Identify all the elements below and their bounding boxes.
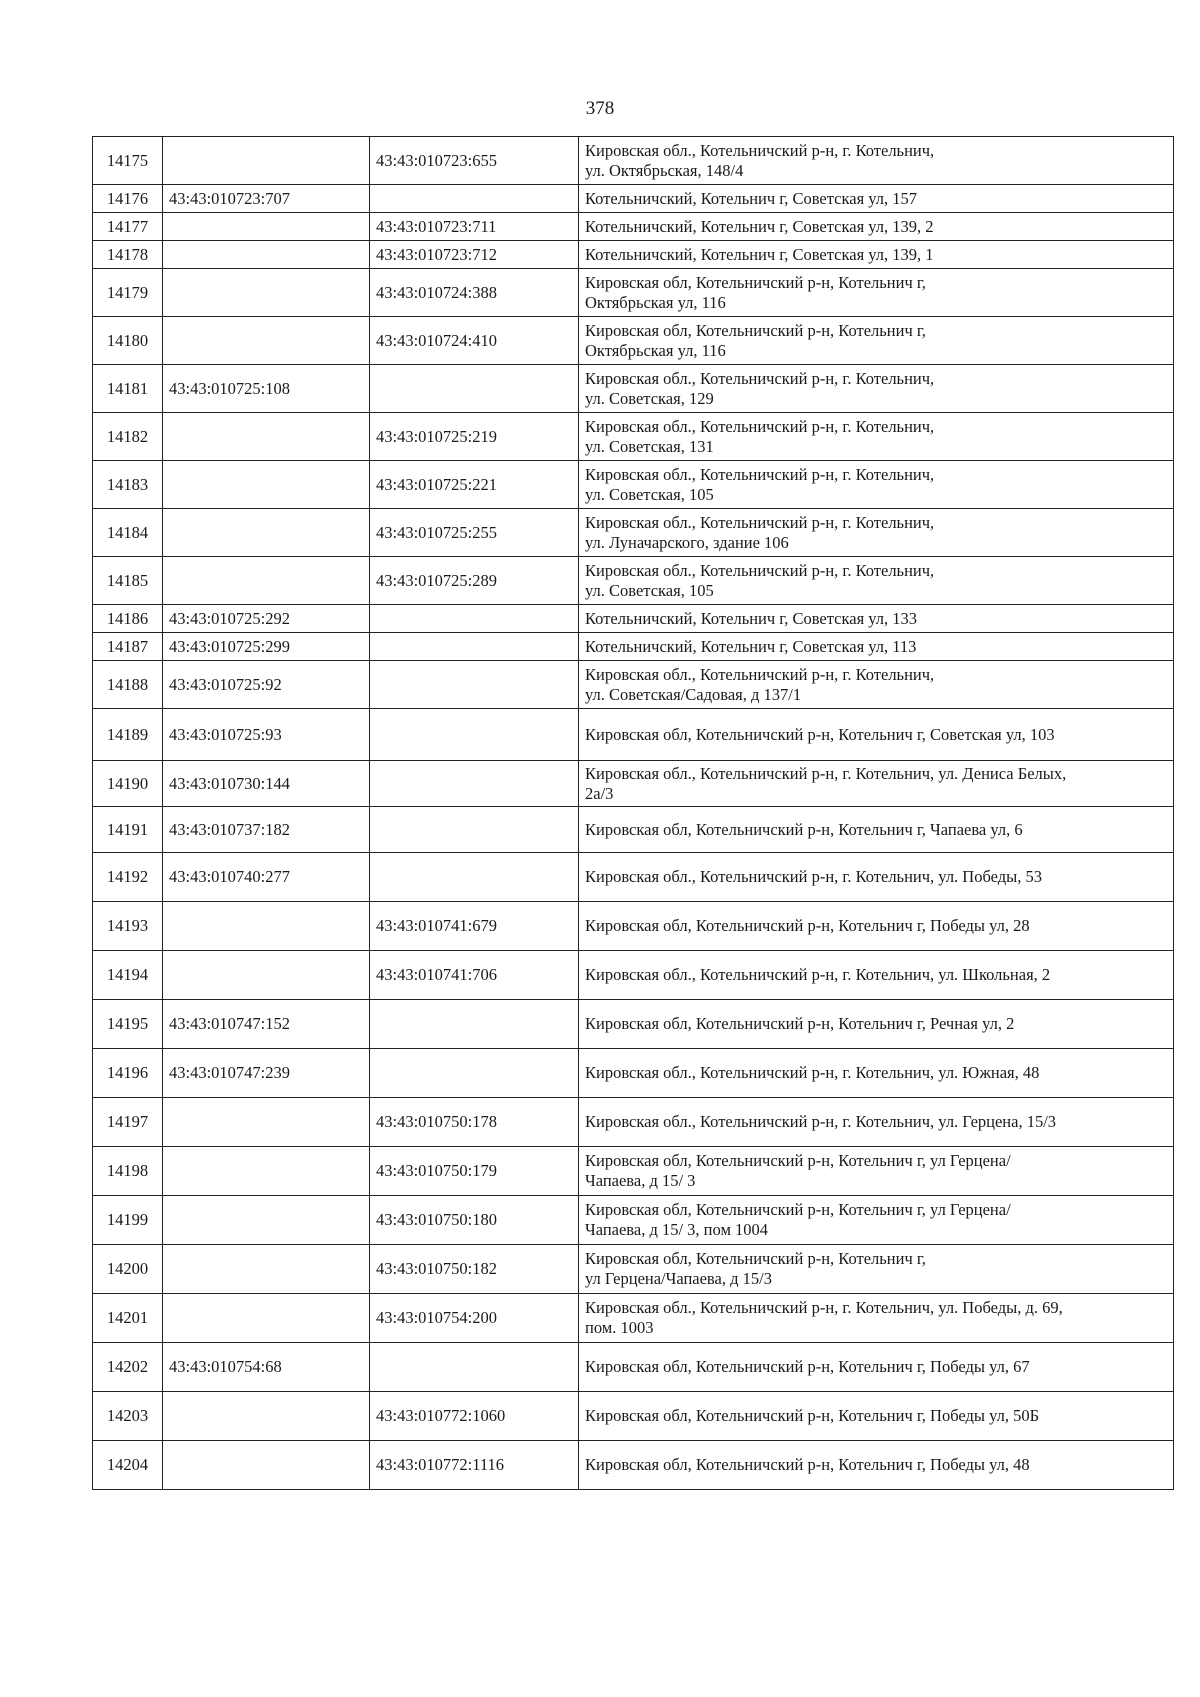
cadastral-number-primary	[163, 241, 370, 269]
page-number: 378	[585, 98, 615, 119]
row-number: 14191	[93, 807, 163, 853]
cadastral-number-primary	[163, 461, 370, 509]
cadastral-number-primary	[163, 1196, 370, 1245]
address-line: Кировская обл., Котельничский р-н, г. Котельнич,	[585, 464, 935, 484]
address-line: Кировская обл, Котельничский р-н, Котельнич г,	[585, 320, 926, 340]
address-cell	[579, 137, 1174, 185]
cadastral-number-secondary	[370, 807, 579, 853]
table-row	[93, 1147, 1174, 1196]
address-line: Кировская обл., Котельничский р-н, г. Котельнич,	[585, 368, 935, 388]
cadastral-number-primary	[163, 137, 370, 185]
cadastral-number-secondary: 43:43:010723:655	[370, 137, 579, 185]
cadastral-number-secondary: 43:43:010750:178	[370, 1098, 579, 1147]
cadastral-number-primary: 43:43:010725:292	[163, 605, 370, 633]
cadastral-number-secondary: 43:43:010750:182	[370, 1245, 579, 1294]
table-row	[93, 1441, 1174, 1490]
row-number: 14176	[93, 185, 163, 213]
address-line: Кировская обл, Котельничский р-н, Котельнич г, Победы ул, 67	[585, 1357, 1030, 1376]
address-line: Кировская обл., Котельничский р-н, г. Котельнич,	[585, 512, 935, 532]
row-number: 14181	[93, 365, 163, 413]
table-row	[93, 902, 1174, 951]
cadastral-number-secondary	[370, 633, 579, 661]
address-line: ул. Октябрьская, 148/4	[585, 160, 744, 180]
table-row	[93, 1294, 1174, 1343]
property-registry-table	[92, 136, 1174, 1490]
cadastral-number-secondary: 43:43:010724:388	[370, 269, 579, 317]
row-number: 14203	[93, 1392, 163, 1441]
address-line: Кировская обл, Котельничский р-н, Котельнич г,	[585, 1249, 926, 1268]
table-row	[93, 1196, 1174, 1245]
address-line: Котельничский, Котельнич г, Советская ул, 133	[585, 608, 918, 628]
cadastral-number-secondary	[370, 1343, 579, 1392]
address-line: Кировская обл., Котельничский р-н, г. Котельнич,	[585, 664, 935, 684]
cadastral-number-secondary: 43:43:010772:1060	[370, 1392, 579, 1441]
cadastral-number-primary: 43:43:010725:92	[163, 661, 370, 709]
cadastral-number-secondary	[370, 605, 579, 633]
cadastral-number-secondary: 43:43:010741:679	[370, 902, 579, 951]
cadastral-number-secondary: 43:43:010750:179	[370, 1147, 579, 1196]
address-line: ул. Советская/Садовая, д 137/1	[585, 684, 802, 704]
address-line: Чапаева, д 15/ 3, пом 1004	[585, 1220, 769, 1239]
cadastral-number-secondary: 43:43:010750:180	[370, 1196, 579, 1245]
address-line: Котельничский, Котельнич г, Советская ул, 157	[585, 188, 918, 208]
table-body	[93, 137, 1174, 1490]
address-cell	[579, 633, 1174, 661]
cadastral-number-primary: 43:43:010747:152	[163, 1000, 370, 1049]
address-cell	[579, 365, 1174, 413]
cadastral-number-primary	[163, 1147, 370, 1196]
row-number: 14182	[93, 413, 163, 461]
address-cell	[579, 951, 1174, 1000]
table-row	[93, 241, 1174, 269]
row-number: 14199	[93, 1196, 163, 1245]
address-cell	[579, 1196, 1174, 1245]
table-row	[93, 137, 1174, 185]
row-number: 14183	[93, 461, 163, 509]
address-line: Кировская обл., Котельничский р-н, г. Котельнич, ул. Герцена, 15/3	[585, 1112, 1057, 1131]
cadastral-number-primary: 43:43:010730:144	[163, 761, 370, 807]
cadastral-number-secondary	[370, 1049, 579, 1098]
address-line: Кировская обл., Котельничский р-н, г. Котельнич,	[585, 140, 935, 160]
row-number: 14198	[93, 1147, 163, 1196]
address-cell	[579, 853, 1174, 902]
cadastral-number-secondary	[370, 365, 579, 413]
address-line: Кировская обл, Котельничский р-н, Котельнич г, Чапаева ул, 6	[585, 819, 1023, 839]
row-number: 14204	[93, 1441, 163, 1490]
address-line: ул Герцена/Чапаева, д 15/3	[585, 1269, 772, 1288]
address-cell	[579, 241, 1174, 269]
address-cell	[579, 761, 1174, 807]
cadastral-number-primary	[163, 902, 370, 951]
address-line: Октябрьская ул, 116	[585, 292, 726, 312]
address-line: Кировская обл, Котельничский р-н, Котельнич г, Победы ул, 50Б	[585, 1406, 1040, 1425]
cadastral-number-secondary: 43:43:010725:219	[370, 413, 579, 461]
cadastral-number-primary	[163, 213, 370, 241]
address-line: Кировская обл., Котельничский р-н, г. Котельнич, ул. Победы, 53	[585, 867, 1042, 886]
table-row	[93, 853, 1174, 902]
table-row	[93, 1343, 1174, 1392]
address-line: Кировская обл, Котельничский р-н, Котельнич г,	[585, 272, 926, 292]
address-line: Кировская обл, Котельничский р-н, Котельнич г, Советская ул, 103	[585, 724, 1055, 744]
address-line: Октябрьская ул, 116	[585, 340, 726, 360]
table-row	[93, 1098, 1174, 1147]
table-row	[93, 661, 1174, 709]
row-number: 14197	[93, 1098, 163, 1147]
address-cell	[579, 902, 1174, 951]
cadastral-number-primary: 43:43:010725:299	[163, 633, 370, 661]
row-number: 14192	[93, 853, 163, 902]
address-cell	[579, 1294, 1174, 1343]
address-line: Котельничский, Котельнич г, Советская ул, 113	[585, 636, 917, 656]
address-line: Кировская обл, Котельничский р-н, Котельнич г, ул Герцена/	[585, 1151, 1011, 1170]
row-number: 14175	[93, 137, 163, 185]
address-cell	[579, 1147, 1174, 1196]
cadastral-number-primary	[163, 413, 370, 461]
cadastral-number-secondary	[370, 661, 579, 709]
cadastral-number-primary	[163, 1294, 370, 1343]
cadastral-number-primary: 43:43:010725:93	[163, 709, 370, 761]
address-line: Кировская обл., Котельничский р-н, г. Котельнич, ул. Южная, 48	[585, 1063, 1040, 1082]
table-row	[93, 413, 1174, 461]
address-cell	[579, 509, 1174, 557]
address-line: Чапаева, д 15/ 3	[585, 1171, 696, 1190]
cadastral-number-secondary	[370, 1000, 579, 1049]
table-row	[93, 1049, 1174, 1098]
cadastral-number-secondary: 43:43:010772:1116	[370, 1441, 579, 1490]
table-row	[93, 1392, 1174, 1441]
address-cell	[579, 213, 1174, 241]
address-cell	[579, 557, 1174, 605]
table-row	[93, 509, 1174, 557]
cadastral-number-primary	[163, 557, 370, 605]
row-number: 14186	[93, 605, 163, 633]
address-line: Кировская обл., Котельничский р-н, г. Котельнич, ул. Победы, д. 69,	[585, 1298, 1063, 1317]
address-line: Котельничский, Котельнич г, Советская ул, 139, 1	[585, 244, 934, 264]
address-cell	[579, 1343, 1174, 1392]
address-cell	[579, 269, 1174, 317]
cadastral-number-secondary	[370, 761, 579, 807]
row-number: 14194	[93, 951, 163, 1000]
table-row	[93, 1245, 1174, 1294]
cadastral-number-primary: 43:43:010747:239	[163, 1049, 370, 1098]
table-row	[93, 213, 1174, 241]
address-cell	[579, 605, 1174, 633]
table-row	[93, 807, 1174, 853]
table-row	[93, 461, 1174, 509]
cadastral-number-primary	[163, 269, 370, 317]
address-line: Кировская обл., Котельничский р-н, г. Котельнич, ул. Дениса Белых,	[585, 763, 1067, 783]
cadastral-number-secondary: 43:43:010724:410	[370, 317, 579, 365]
address-line: ул. Советская, 131	[585, 436, 714, 456]
table-row	[93, 365, 1174, 413]
address-cell	[579, 1392, 1174, 1441]
table-row	[93, 761, 1174, 807]
address-line: Кировская обл, Котельничский р-н, Котельнич г, Речная ул, 2	[585, 1014, 1015, 1033]
row-number: 14177	[93, 213, 163, 241]
row-number: 14196	[93, 1049, 163, 1098]
row-number: 14180	[93, 317, 163, 365]
cadastral-number-secondary: 43:43:010723:711	[370, 213, 579, 241]
cadastral-number-secondary: 43:43:010725:255	[370, 509, 579, 557]
cadastral-number-secondary: 43:43:010754:200	[370, 1294, 579, 1343]
address-cell	[579, 1245, 1174, 1294]
table-row	[93, 557, 1174, 605]
cadastral-number-primary: 43:43:010737:182	[163, 807, 370, 853]
cadastral-number-secondary: 43:43:010725:289	[370, 557, 579, 605]
address-cell	[579, 1098, 1174, 1147]
address-cell	[579, 1049, 1174, 1098]
table-row	[93, 269, 1174, 317]
address-line: Кировская обл, Котельничский р-н, Котельнич г, ул Герцена/	[585, 1200, 1011, 1219]
cadastral-number-secondary: 43:43:010723:712	[370, 241, 579, 269]
cadastral-number-secondary	[370, 709, 579, 761]
table-row	[93, 1000, 1174, 1049]
address-cell	[579, 1441, 1174, 1490]
row-number: 14201	[93, 1294, 163, 1343]
row-number: 14190	[93, 761, 163, 807]
row-number: 14188	[93, 661, 163, 709]
cadastral-number-secondary: 43:43:010725:221	[370, 461, 579, 509]
cadastral-number-primary: 43:43:010723:707	[163, 185, 370, 213]
table-row	[93, 709, 1174, 761]
row-number: 14193	[93, 902, 163, 951]
cadastral-number-primary	[163, 1245, 370, 1294]
cadastral-number-primary	[163, 1441, 370, 1490]
address-line: ул. Луначарского, здание 106	[585, 532, 789, 552]
cadastral-number-secondary	[370, 185, 579, 213]
table-row	[93, 185, 1174, 213]
row-number: 14187	[93, 633, 163, 661]
address-line: Кировская обл, Котельничский р-н, Котельнич г, Победы ул, 48	[585, 1455, 1030, 1474]
address-line: пом. 1003	[585, 1318, 654, 1337]
row-number: 14200	[93, 1245, 163, 1294]
address-cell	[579, 709, 1174, 761]
row-number: 14195	[93, 1000, 163, 1049]
table-row	[93, 951, 1174, 1000]
address-cell	[579, 413, 1174, 461]
address-cell	[579, 1000, 1174, 1049]
cadastral-number-primary: 43:43:010725:108	[163, 365, 370, 413]
cadastral-number-secondary	[370, 853, 579, 902]
row-number: 14184	[93, 509, 163, 557]
address-cell	[579, 185, 1174, 213]
cadastral-number-primary	[163, 509, 370, 557]
table-row	[93, 605, 1174, 633]
address-line: ул. Советская, 105	[585, 484, 714, 504]
cadastral-number-secondary: 43:43:010741:706	[370, 951, 579, 1000]
cadastral-number-primary	[163, 317, 370, 365]
address-line: Кировская обл., Котельничский р-н, г. Котельнич, ул. Школьная, 2	[585, 965, 1051, 984]
row-number: 14202	[93, 1343, 163, 1392]
address-line: Кировская обл., Котельничский р-н, г. Котельнич,	[585, 416, 935, 436]
table-row	[93, 317, 1174, 365]
address-cell	[579, 317, 1174, 365]
cadastral-number-primary	[163, 1098, 370, 1147]
cadastral-number-primary: 43:43:010754:68	[163, 1343, 370, 1392]
row-number: 14178	[93, 241, 163, 269]
row-number: 14185	[93, 557, 163, 605]
cadastral-number-primary	[163, 951, 370, 1000]
row-number: 14189	[93, 709, 163, 761]
address-cell	[579, 807, 1174, 853]
table-row	[93, 633, 1174, 661]
address-cell	[579, 461, 1174, 509]
address-line: Кировская обл., Котельничский р-н, г. Котельнич,	[585, 560, 935, 580]
cadastral-number-primary	[163, 1392, 370, 1441]
address-line: Котельничский, Котельнич г, Советская ул, 139, 2	[585, 216, 934, 236]
row-number: 14179	[93, 269, 163, 317]
cadastral-number-primary: 43:43:010740:277	[163, 853, 370, 902]
address-line: ул. Советская, 105	[585, 580, 714, 600]
address-line: Кировская обл, Котельничский р-н, Котельнич г, Победы ул, 28	[585, 916, 1030, 935]
address-line: 2а/3	[585, 783, 614, 803]
address-line: ул. Советская, 129	[585, 388, 714, 408]
address-cell	[579, 661, 1174, 709]
